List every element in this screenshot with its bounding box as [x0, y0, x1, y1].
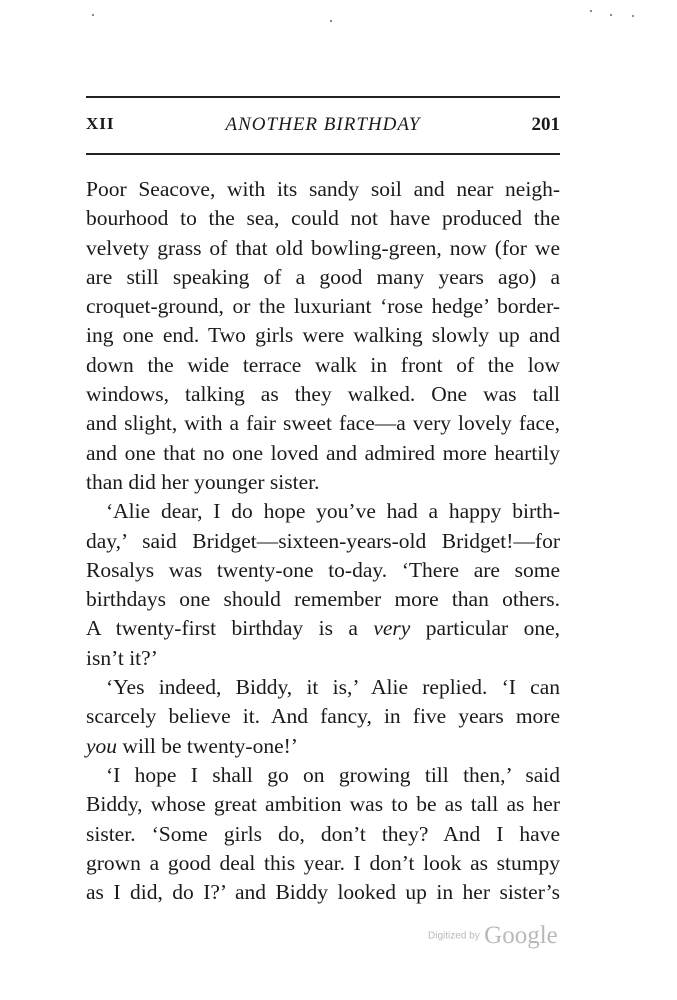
text-line — [86, 380, 560, 409]
text-line — [86, 644, 560, 673]
text-line — [86, 321, 560, 350]
text-segment: than did her younger sister. — [86, 469, 320, 494]
text-line — [86, 820, 560, 849]
scan-speck — [590, 10, 592, 12]
text-line — [86, 234, 560, 263]
text-segment: are still speaking of a good many years ago) a — [86, 264, 560, 289]
scan-speck — [632, 15, 634, 17]
text-line — [86, 702, 560, 731]
text-segment: scarcely believe it. And fancy, in five years more — [86, 704, 560, 729]
text-line — [86, 614, 560, 643]
chapter-number: XII — [86, 114, 115, 133]
page-body-text — [86, 175, 560, 907]
text-segment: ‘Yes indeed, Biddy, it is,’ Alie replied. ‘I can — [106, 675, 560, 700]
page-number: 201 — [531, 114, 560, 135]
text-segment: sister. ‘Some girls do, don’t they? And I have — [86, 821, 560, 846]
text-line — [86, 761, 560, 790]
text-segment: grown a good deal this year. I don’t look as stumpy — [86, 850, 560, 875]
text-segment: Rosalys was twenty-one to-day. ‘There are some — [86, 557, 560, 582]
text-segment: birthdays one should remember more than others. — [86, 587, 560, 612]
text-segment: Biddy, whose great ambition was to be as tall as her — [86, 792, 560, 817]
text-segment: day,’ said Bridget—sixteen-years-old Bridget!—for — [86, 528, 560, 553]
text-segment: isn’t it?’ — [86, 645, 158, 670]
header-bottom-rule — [86, 153, 560, 155]
text-line — [86, 732, 560, 761]
text-line — [86, 527, 560, 556]
text-segment: A twenty-first birthday is a — [86, 616, 374, 641]
text-segment: windows, talking as they walked. One was tall — [86, 382, 560, 407]
italic-text: you — [86, 733, 118, 758]
digitized-by-google-watermark — [428, 922, 558, 950]
text-segment: ‘I hope I shall go on growing till then,’ said — [106, 762, 560, 787]
text-line — [86, 351, 560, 380]
google-logo: Google — [484, 922, 558, 949]
text-segment: croquet-ground, or the luxuriant ‘rose hedge’ border- — [86, 294, 560, 319]
italic-text: very — [373, 616, 411, 641]
text-line — [86, 175, 560, 204]
text-segment: as I did, do I?’ and Biddy looked up in her sister’s — [86, 880, 560, 905]
scan-speck — [330, 20, 332, 22]
running-header — [86, 114, 560, 140]
text-line — [86, 409, 560, 438]
text-segment: ing one end. Two girls were walking slowly up and — [86, 323, 560, 348]
text-line — [86, 468, 560, 497]
text-line — [86, 263, 560, 292]
text-segment: velvety grass of that old bowling-green, now (for we — [86, 235, 560, 260]
text-segment: Poor Seacove, with its sandy soil and near neigh- — [86, 177, 560, 201]
text-line — [86, 790, 560, 819]
scan-speck — [92, 14, 94, 16]
header-top-rule — [86, 96, 560, 98]
running-title: ANOTHER BIRTHDAY — [225, 114, 421, 135]
text-segment: and slight, with a fair sweet face—a very lovely face, — [86, 411, 560, 436]
text-segment: will be twenty-one!’ — [117, 733, 298, 758]
scan-speck — [610, 14, 612, 16]
text-segment: down the wide terrace walk in front of the low — [86, 352, 560, 377]
text-line — [86, 556, 560, 585]
text-line — [86, 292, 560, 321]
text-line — [86, 585, 560, 614]
text-line — [86, 673, 560, 702]
text-line — [86, 497, 560, 526]
text-segment: ‘Alie dear, I do hope you’ve had a happy birth- — [106, 499, 560, 524]
watermark-prefix: Digitized by — [428, 930, 480, 942]
text-line — [86, 849, 560, 878]
text-line — [86, 878, 560, 907]
text-segment: bourhood to the sea, could not have produced the — [86, 206, 560, 231]
text-segment: and one that no one loved and admired more heartily — [86, 440, 560, 465]
text-line — [86, 204, 560, 233]
text-segment: particular one, — [410, 616, 560, 641]
text-line — [86, 439, 560, 468]
